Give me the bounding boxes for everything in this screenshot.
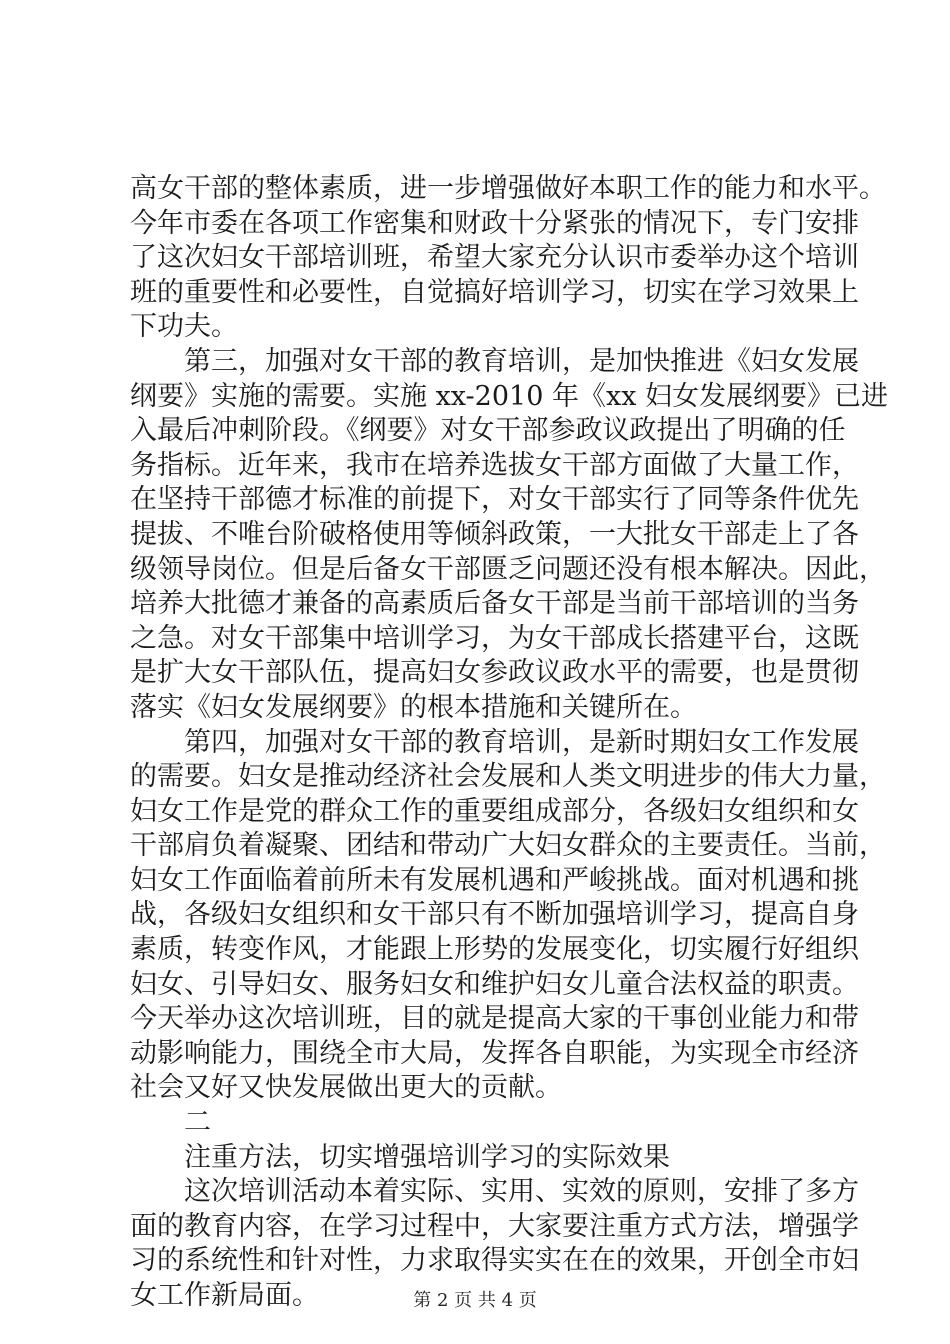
text-line: 干部肩负着凝聚、团结和带动广大妇女群众的主要责任。当前， <box>130 830 886 862</box>
text-line: 高女干部的整体素质，进一步增强做好本职工作的能力和水平。 <box>130 173 886 204</box>
text-line: 素质，转变作风，才能跟上形势的发展变化，切实履行好组织 <box>130 934 859 966</box>
text-line: 第三，加强对女干部的教育培训，是加快推进《妇女发展 <box>184 345 859 377</box>
text-line: 战，各级妇女组织和女干部只有不断加强培训学习，提高自身 <box>130 899 859 931</box>
text-line: 下功夫。 <box>130 311 238 343</box>
text-line: 之急。对女干部集中培训学习，为女干部成长搭建平台，这既 <box>130 622 859 654</box>
text-line: 班的重要性和必要性，自觉搞好培训学习，切实在学习效果上 <box>130 276 859 308</box>
page-number-footer: 第 2 页 共 4 页 <box>413 1290 537 1311</box>
text-line: 这次培训活动本着实际、实用、实效的原则，安排了多方 <box>184 1176 859 1208</box>
text-line: 社会又好又快发展做出更大的贡献。 <box>130 1072 562 1104</box>
text-line: 培养大批德才兼备的高素质后备女干部是当前干部培训的当务 <box>130 588 859 620</box>
text-line: 女工作新局面。 <box>130 1280 319 1311</box>
text-line: 妇女、引导妇女、服务妇女和维护妇女儿童合法权益的职责。 <box>130 968 859 1000</box>
text-line: 务指标。近年来，我市在培养选拔女干部方面做了大量工作， <box>130 449 859 481</box>
text-line: 动影响能力，围绕全市大局，发挥各自职能，为实现全市经济 <box>130 1037 859 1069</box>
text-line: 纲要》实施的需要。实施 xx-2010 年《xx 妇女发展纲要》已进 <box>130 380 889 412</box>
text-line: 提拔、不唯台阶破格使用等倾斜政策，一大批女干部走上了各 <box>130 518 859 550</box>
document-body <box>130 172 889 1314</box>
text-line: 第四，加强对女干部的教育培训，是新时期妇女工作发展 <box>184 726 859 758</box>
text-line: 是扩大女干部队伍，提高妇女参政议政水平的需要，也是贯彻 <box>130 657 859 689</box>
text-line: 落实《妇女发展纲要》的根本措施和关键所在。 <box>130 691 697 723</box>
text-line: 习的系统性和针对性，力求取得实实在在的效果，开创全市妇 <box>130 1245 859 1277</box>
text-line: 二 <box>184 1107 211 1139</box>
text-line: 级领导岗位。但是后备女干部匮乏问题还没有根本解决。因此， <box>130 553 886 585</box>
text-line: 今天举办这次培训班，目的就是提高大家的干事创业能力和带 <box>130 1003 859 1035</box>
text-line: 注重方法，切实增强培训学习的实际效果 <box>184 1141 670 1173</box>
text-line: 入最后冲刺阶段。《纲要》对女干部参政议政提出了明确的任 <box>130 415 846 447</box>
text-line: 在坚持干部德才标准的前提下，对女干部实行了同等条件优先 <box>130 484 859 516</box>
text-line: 妇女工作是党的群众工作的重要组成部分，各级妇女组织和女 <box>130 795 859 827</box>
text-line: 妇女工作面临着前所未有发展机遇和严峻挑战。面对机遇和挑 <box>130 864 859 896</box>
text-line: 的需要。妇女是推动经济社会发展和人类文明进步的伟大力量， <box>130 761 886 793</box>
text-line: 今年市委在各项工作密集和财政十分紧张的情况下，专门安排 <box>130 207 859 239</box>
text-line: 面的教育内容，在学习过程中，大家要注重方式方法，增强学 <box>130 1210 859 1242</box>
text-line: 了这次妇女干部培训班，希望大家充分认识市委举办这个培训 <box>130 242 859 274</box>
